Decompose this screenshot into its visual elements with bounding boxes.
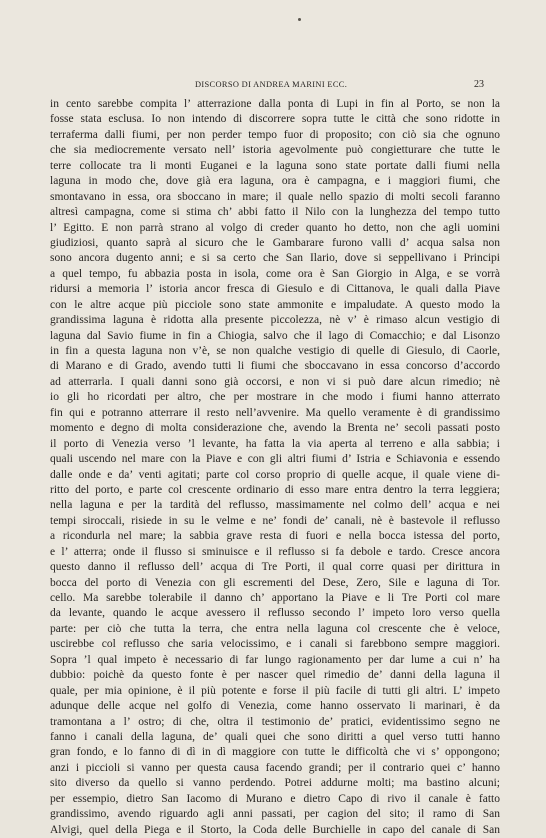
text-line: grandissima laguna è ridotta alla presente piccolezza, nè v’ è rimaso alcun vestigio di [50,314,500,327]
text-line: ritto del porto, e parte col crescente ordinario di esso mare entra dentro la terra leggiera; [50,483,500,496]
text-line: terraferma dalli fiumi, per non perder tempo fuor di proposito; con ciò sia che ognuno [50,128,500,141]
text-line: laguna in modo che, dove già era laguna, ora è campagna, e i maggiori fiumi, che [50,175,500,188]
text-line: parte: per ciò che tutta la terra, che entra nella laguna col crescente che è veloce, [50,622,500,635]
running-head [0,80,546,92]
text-line: da levante, quando le acque avessero il reflusso secondo l’ impeto loro verso quella [50,607,500,620]
text-line: sono ancora dugento anni; e si sa certo che San Ilario, dove si seppellivano i Principi [50,252,500,265]
text-line: in cento sarebbe compita l’ atterrazione dalla ponta di Lupi in fin al Porto, se non la [50,98,500,110]
text-line: gran fondo, e lo fanno di dì in dì maggiore con tutte le difficoltà che vi s’ oppongono; [50,746,500,759]
text-line: adunque delle acque nel golfo di Venezia, come hanno osservato li marinari, è da [50,700,500,713]
body-text [50,97,500,838]
text-line: terre collocate tra li monti Euganei e la laguna sono state portate dalli fiumi nella [50,159,500,172]
text-line: io gli ho ricordati per altro, che per mostrare in che modo i fiumi hanno atterrato [50,391,500,404]
page-number: 23 [474,79,484,90]
text-line: anzi i piccioli si vanno per questa causa facendo grandi; per il contrario quei c’ hanno [50,761,500,774]
text-line: fosse stata esclusa. Io non intendo di discorrere sopra tutte le città che sono ridotte in [50,113,500,126]
text-line: con le altre acque più picciole sono state ammonite e impaludate. A questo modo la [50,298,500,311]
text-line: ridursi a memoria l’ istoria ancor fresca di Giesulo e di Cittanova, le quali dalla Piave [50,283,500,296]
text-line: che sia mediocremente versato nell’ istoria agevolmente può congietturare che tutte le [50,144,500,157]
text-line: quale, per mia opinione, è il più potente e forse il più facile di tutti gli altri. L’ impeto [50,684,500,697]
text-line: a ricondurla nel mare; la sabbia grave resta di fuori e nella bocca istessa del porto, [50,530,500,543]
text-line: fanno i canali della laguna, de’ quali quei che sono diritti a quel verso tutti hanno [50,730,500,743]
text-line: sito diverso da quello si vanno perdendo. Potrei addurne molti; ma bastino alcuni; [50,777,500,790]
text-line: l’ Egitto. E non parrà strano al volgo di creder quanto ho detto, non che agli uomini [50,221,500,234]
ink-speck [298,18,301,21]
text-line: Alvigi, quel della Piega e il Storto, la Coda delle Burchielle in capo del canale di San [50,823,500,836]
text-line: nella laguna e per la tardità del reflusso, massimamente nel colmo dell’ acqua e nei [50,499,500,512]
text-line: fin qui e potranno atterrare il resto nell’avvenire. Ma quello veramente è di grandissimo [50,406,500,419]
text-line: a quel tempo, fu abbazia posta in isola, come ora è San Giorgio in Alga, e se vorrà [50,267,500,280]
running-head-title: DISCORSO DI ANDREA MARINI ECC. [195,80,348,89]
text-line: smontavano in essa, ora sboccano in mare; il quale nello spazio di molti secoli faranno [50,190,500,203]
text-line: tempi siroccali, risiede in su le velme e ne’ fondi de’ canali, nè è bastevole il reflusso [50,514,500,527]
text-line: Sopra ’l qual impeto è necessario di far lungo ragionamento per dar lume a cui n’ ha [50,653,500,666]
text-line: questo danno il reflusso dell’ acqua di Tre Porti, il qual corre quasi per dirittura in [50,561,500,574]
text-line: quali uscendo nel mare con la Piave e con gli altri fiumi d’ Istria e Schiavonia e essendo [50,453,500,466]
text-line: bocca del porto di Venezia con gli escrementi del Dese, Zero, Sile e laguna di Tor. [50,576,500,589]
text-line: uscirebbe col reflusso che saria velocissimo, e i canali si farebbono sempre maggiori. [50,638,500,651]
text-line: di Marano e di Grado, avendo tutti li fiumi che sboccavano in essa concorso d’accordo [50,360,500,373]
text-line: per essempio, dietro San Iacomo di Murano e dietro Capo di rivo il canale è fatto [50,792,500,805]
text-line: dubbio: poichè da questo fonte è per nascer quel rimedio de’ danni della laguna il [50,669,500,682]
text-line: dalle onde e da’ venti agitati; parte col corso proprio di quelle acque, il quale viene di- [50,468,500,481]
text-line: grandissimo, avendo riguardo agli anni passati, per cagion del sito; il ramo di San [50,808,500,821]
text-line: laguna dal Savio fiume in fin a Chiogia, salvo che il lago di Comacchio; e dal Lisonzo [50,329,500,342]
text-line: giudiziosi, quanto saprà al sicuro che le Gambarare furono valli d’ acqua salsa non [50,236,500,249]
text-line: e l’ atterra; onde il flusso si sminuisce e il reflusso si fa debole e tardo. Cresce ancora [50,545,500,558]
text-line: momento e degno di molta considerazione che, avendo la Brenta ne’ secoli passati posto [50,422,500,435]
text-line: in fin a questa laguna non v’è, se non qualche vestigio di quelle di Giesulo, di Caorle, [50,345,500,357]
text-line: il porto di Venezia verso ’l levante, ha fatta la via aperta al terreno e alla sabbia; i [50,437,500,450]
text-line: altresì campagna, come si stima ch’ abbi fatto il Nilo con la lunghezza del tempo tutto [50,206,500,219]
text-line: tramontana a l’ ostro; di che, oltra il testimonio de’ pratici, evidentissimo segno ne [50,715,500,728]
text-line: ad atterrarla. I quali danni sono già occorsi, e non vi si può dare alcun rimedio; nè [50,375,500,388]
text-line: cello. Ma sarebbe tolerabile il danno ch’ apportano la Piave e li Tre Porti col mare [50,592,500,604]
